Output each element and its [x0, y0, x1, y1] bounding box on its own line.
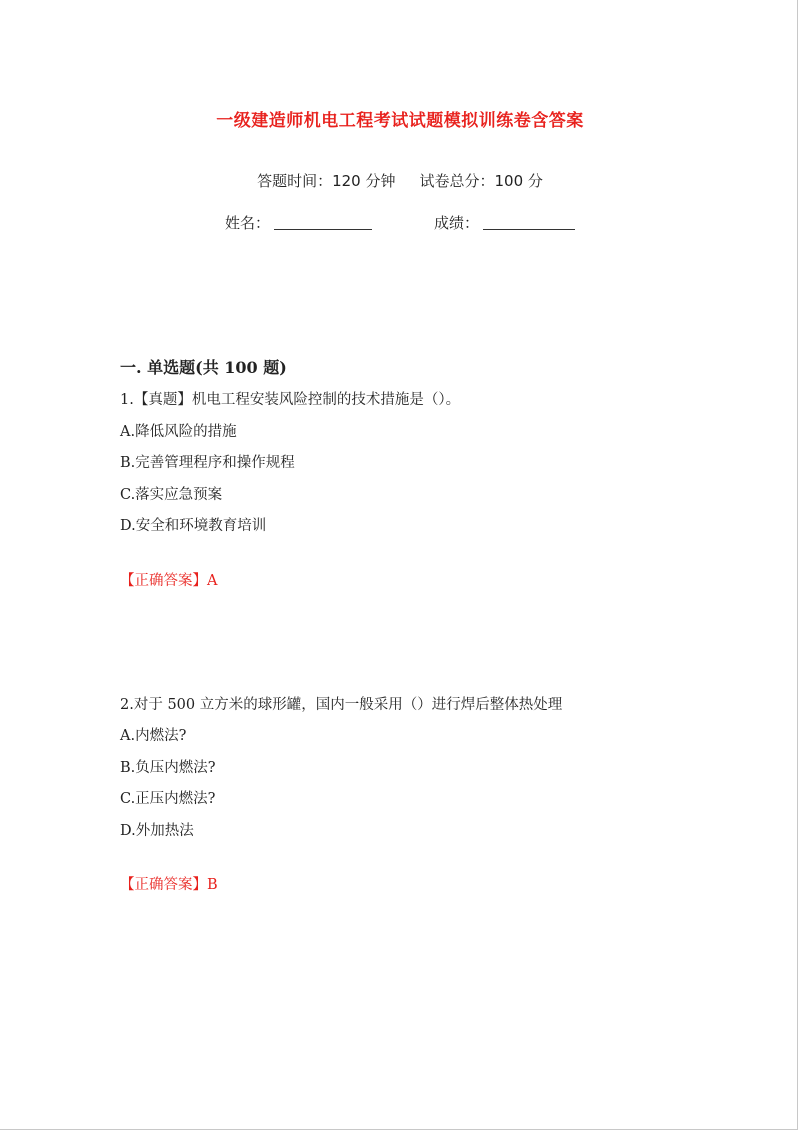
total-score: 试卷总分：100 分	[419, 172, 543, 190]
question-option: C.正压内燃法?	[120, 791, 216, 807]
section-title: 一. 单选题(共 100 题)	[120, 358, 287, 377]
correct-answer: 【正确答案】A	[120, 572, 218, 589]
question-option: B.负压内燃法?	[120, 759, 216, 776]
question-option: D.外加热法	[120, 822, 194, 839]
name-blank	[274, 213, 372, 230]
question-option: D.安全和环境教育培训	[120, 518, 267, 534]
exam-info-line	[0, 170, 800, 191]
question-option: A.内燃法?	[120, 728, 187, 744]
exam-time: 答题时间：120 分钟	[257, 172, 396, 190]
question-stem: 1.【真题】机电工程安装风险控制的技术措施是（）。	[120, 392, 461, 408]
score-label: 成绩：	[434, 214, 480, 232]
exam-content	[120, 356, 760, 897]
question-1	[120, 388, 760, 593]
question-option: A.降低风险的措施	[120, 423, 237, 440]
question-option: B.完善管理程序和操作规程	[120, 455, 295, 471]
document-title: 一级建造师机电工程考试试题模拟训练卷含答案	[216, 111, 584, 131]
score-blank	[483, 213, 575, 230]
question-option: C.落实应急预案	[120, 486, 223, 503]
question-2	[120, 693, 760, 898]
correct-answer: 【正确答案】B	[120, 877, 218, 893]
question-stem: 2.对于 500 立方米的球形罐，国内一般采用（）进行焊后整体热处理	[120, 696, 563, 713]
name-label: 姓名：	[224, 214, 270, 232]
student-info-line	[0, 212, 800, 233]
